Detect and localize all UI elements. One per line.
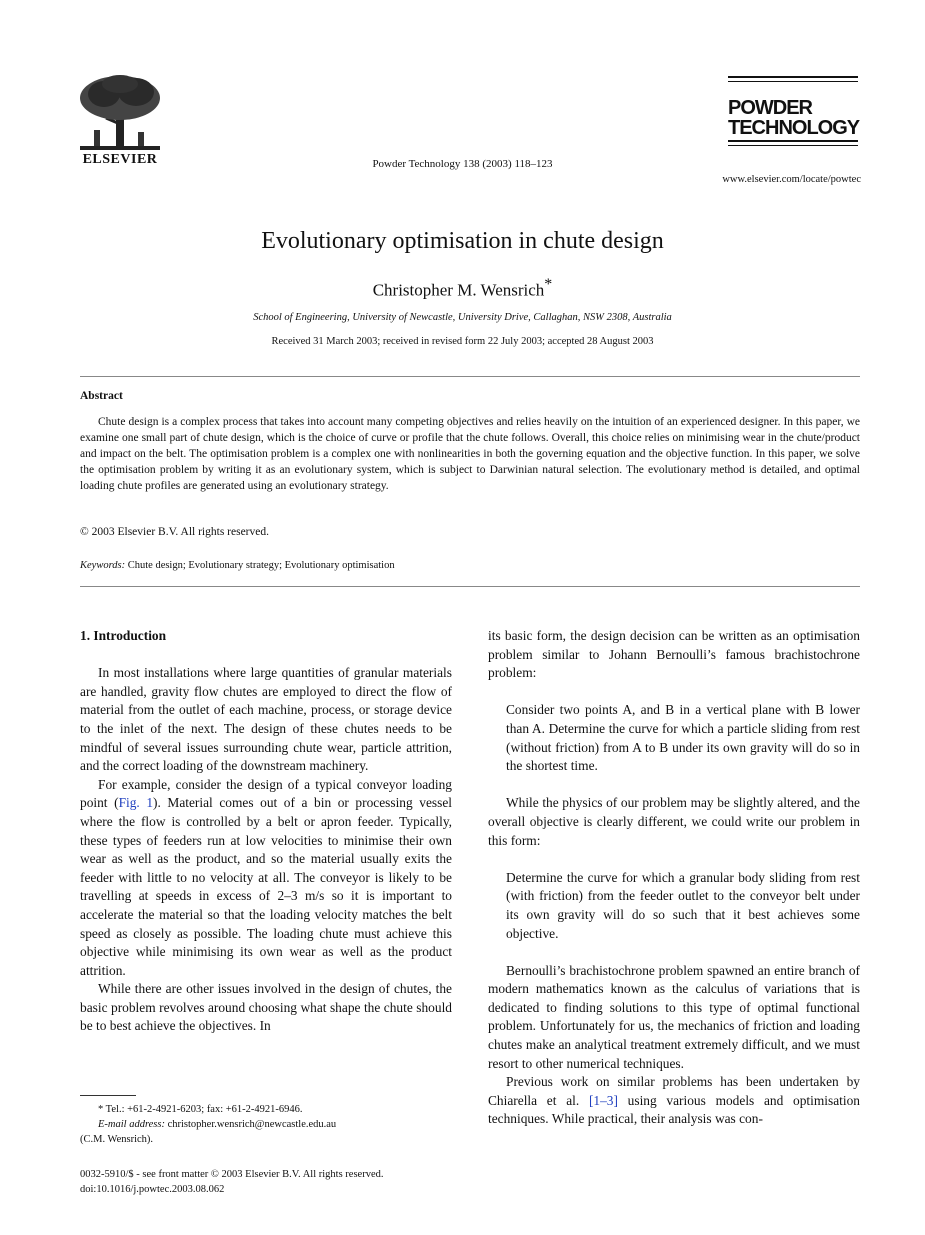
divider-top	[80, 376, 860, 377]
author-footnote-mark[interactable]: *	[544, 276, 553, 293]
publisher-name: ELSEVIER	[82, 152, 158, 167]
reference-1-3-link[interactable]: [1–3]	[588, 1092, 618, 1108]
brachistochrone-quote: Consider two points A, and B in a vertical plane with B lower than A. Determine the curve for which a particle sliding from rest (without friction) from A to B under its own gravity will do so in the shortest time.	[506, 702, 860, 774]
intro-paragraph-2: For example, consider the design of a typical conveyor loading point (Fig. 1). Material comes out of a bin or processing vessel where the flow is controlled by a belt or apron feeder. Typically, these types of feeders run at low velocities to minimise their own wear as well as the product, and so the material usually exits the feeder with little to no velocity at all. The conveyor is likely to be travelling at speeds in excess of 2–3 m/s so it is important to accelerate the material so that the loading velocity matches the belt speed as closely as possible. The loading chute must achieve this objective while minimising its own wear as well as the product attrition.	[80, 776, 452, 978]
keywords-label: Keywords:	[80, 560, 126, 571]
section-heading-introduction: 1. Introduction	[80, 628, 167, 643]
intro-paragraph-1: In most installations where large quantities of granular materials are handled, gravity flow chutes are employed to direct the flow of material from the outlet of each machine, process, or storage device to the inlet of the next. The design of these chutes needs to be mindful of several issues surrounding chute wear, particle attrition, and the correct loading of the downstream machinery.	[80, 665, 452, 774]
doi-link[interactable]: doi:10.1016/j.powtec.2003.08.062	[80, 1184, 225, 1195]
abstract-heading: Abstract	[80, 390, 123, 402]
right-paragraph-4: Previous work on similar problems has been undertaken by Chiarella et al. [1–3] using various models and optimisation techniques. While practical, their analysis was con-	[488, 1074, 860, 1127]
abstract-text: Chute design is a complex process that takes into account many competing objectives and relies heavily on the intuition of an experienced designer. In this paper, we examine one small part of chute design, which is the choice of curve or profile that the chute follows. Overall, this choice relies on minimising wear in the chute/product and impact on the belt. The optimisation problem is a complex one with nonlinearities in both the governing equation and the objective function. In this paper, we solve the optimisation problem by writing it as an evolutionary system, which is subject to Darwinian natural selection. The evolutionary method is detailed, and optimal loading chute profiles are generated using an evolutionary strategy.	[80, 416, 860, 492]
issn-line: 0032-5910/$ - see front matter © 2003 Elsevier B.V. All rights reserved.	[80, 1169, 384, 1180]
journal-title	[728, 98, 868, 138]
keywords-list: Chute design; Evolutionary strategy; Evolutionary optimisation	[127, 560, 395, 571]
footnote-email-label: E-mail address:	[98, 1119, 165, 1130]
journal-title-line2: TECHNOLOGY	[728, 117, 860, 139]
right-paragraph-3: Bernoulli’s brachistochrone problem spawned an entire branch of modern mathematics known as the calculus of variations that is dedicated to finding solutions to this type of optimal functional problem. Unfortunately for us, the mechanics of friction and loading chutes make an analytical treatment extremely difficult, and we must resort to other numerical techniques.	[488, 962, 860, 1071]
journal-title-rule-top	[728, 76, 858, 82]
left-column	[80, 627, 452, 1036]
article-title: Evolutionary optimisation in chute design	[261, 228, 664, 254]
author-line	[0, 276, 925, 301]
received-dates: Received 31 March 2003; received in revised form 22 July 2003; accepted 28 August 2003	[271, 336, 654, 347]
footnote-contact: * Tel.: +61-2-4921-6203; fax: +61-2-4921-6946.	[98, 1104, 303, 1115]
figure-1-link[interactable]: Fig. 1	[118, 795, 154, 811]
journal-title-rule-bottom	[728, 140, 858, 146]
footnote-name: (C.M. Wensrich).	[80, 1134, 154, 1145]
footnote-email-line	[80, 1117, 452, 1132]
footnote-email-link[interactable]: christopher.wensrich@newcastle.edu.au	[167, 1119, 337, 1130]
affiliation: School of Engineering, University of Newcastle, University Drive, Callaghan, NSW 2308, Australia	[253, 312, 672, 323]
footnote-rule	[80, 1095, 136, 1096]
author-footnote	[80, 1102, 452, 1147]
right-paragraph-1: its basic form, the design decision can be written as an optimisation problem similar to Johann Bernoulli’s famous brachistochrone problem:	[488, 628, 860, 681]
right-column	[488, 627, 860, 1129]
intro-paragraph-3: While there are other issues involved in the design of chutes, the basic problem revolves around choosing what shape the chute should be to best achieve the objectives. In	[80, 981, 452, 1034]
issn-doi-block	[80, 1167, 452, 1197]
right-paragraph-2: While the physics of our problem may be slightly altered, and the overall objective is clearly different, we could write our problem in this form:	[488, 795, 860, 848]
author-name: Christopher M. Wensrich	[372, 280, 545, 300]
abstract-copyright: © 2003 Elsevier B.V. All rights reserved.	[80, 526, 269, 538]
journal-url-link[interactable]: www.elsevier.com/locate/powtec	[722, 174, 861, 185]
journal-reference: Powder Technology 138 (2003) 118–123	[372, 158, 553, 170]
keywords	[80, 560, 395, 571]
chute-problem-quote: Determine the curve for which a granular body sliding from rest (with friction) from the feeder outlet to the conveyor belt under its own gravity will do so such that it best achieves some objective.	[506, 869, 860, 941]
divider-bottom	[80, 586, 860, 587]
journal-title-line1: POWDER	[728, 97, 812, 119]
